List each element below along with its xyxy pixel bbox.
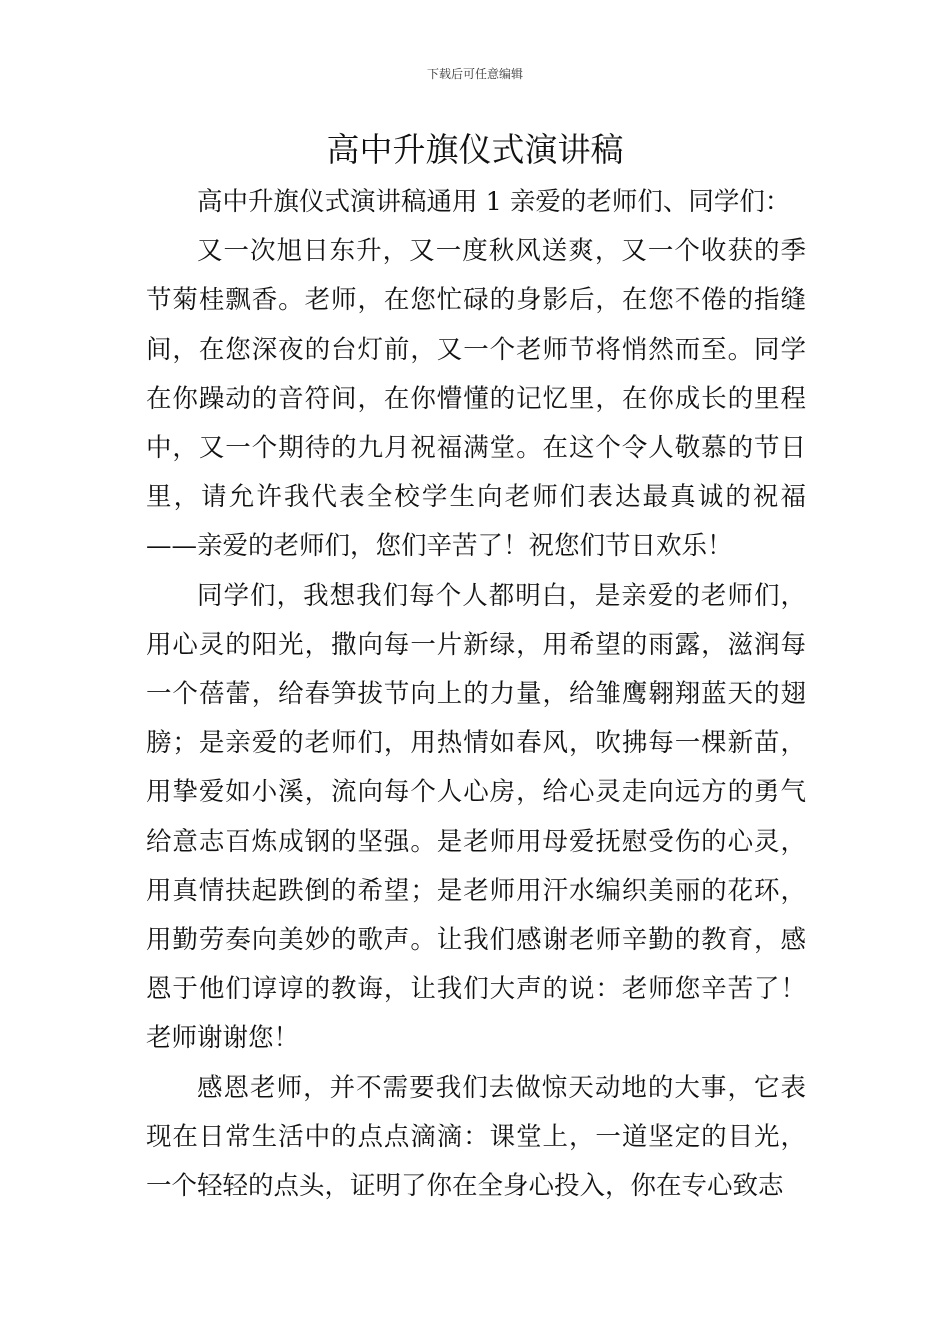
document-title: 高中升旗仪式演讲稿 xyxy=(326,130,624,169)
document-body xyxy=(146,178,806,1211)
paragraph-3: 同学们，我想我们每个人都明白，是亲爱的老师们，用心灵的阳光，撒向每一片新绿，用希望的雨露，滋润每一个蓓蕾，给春笋拔节向上的力量，给雏鹰翱翔蓝天的翅膀；是亲爱的老师们，用热情如春风，吹拂每一棵新苗，用挚爱如小溪，流向每个人心房，给心灵走向远方的勇气给意志百炼成钢的坚强。是老师用母爱抚慰受伤的心灵，用真情扶起跌倒的希望；是老师用汗水编织美丽的花环，用勤劳奏向美妙的歌声。让我们感谢老师辛勤的教育，感恩于他们谆谆的教诲，让我们大声的说：老师您辛苦了！老师谢谢您！ xyxy=(146,580,806,1054)
paragraph-1: 高中升旗仪式演讲稿通用 1 亲爱的老师们、同学们： xyxy=(197,187,791,217)
paragraph-4: 感恩老师，并不需要我们去做惊天动地的大事，它表现在日常生活中的点点滴滴：课堂上，一道坚定的目光，一个轻轻的点头，证明了你在全身心投入，你在专心致志 xyxy=(146,1072,806,1202)
paragraph-2: 又一次旭日东升，又一度秋风送爽，又一个收获的季节菊桂飘香。老师，在您忙碌的身影后，在您不倦的指缝间，在您深夜的台灯前，又一个老师节将悄然而至。同学在你躁动的音符间，在你懵懂的记忆里，在你成长的里程中，又一个期待的九月祝福满堂。在这个令人敬慕的节日里，请允许我代表全校学生向老师们表达最真诚的祝福——亲爱的老师们，您们辛苦了！祝您们节日欢乐！ xyxy=(146,236,806,562)
header-note: 下载后可任意编辑 xyxy=(426,67,523,81)
